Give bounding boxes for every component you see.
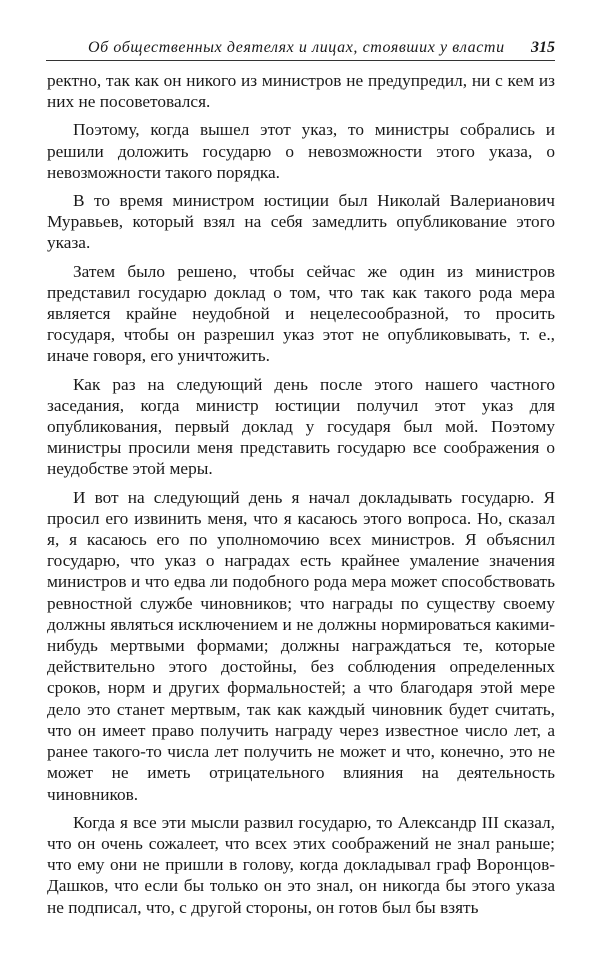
paragraph-7: Когда я все эти мысли развил государю, то Александр III сказал, что он очень сожалеет, что всех этих соображений не знал раньше; что ему они не пришли в голову, когда докладывал граф Воронцов-Дашков, что если бы только он это знал, он никогда бы этого указа не подписал, что, с другой стороны, он готов был бы взять [47, 812, 555, 917]
running-header-title: Об общественных деятелях и лицах, стоявших у власти [88, 39, 505, 56]
paragraph-3: В то время министром юстиции был Николай Валерианович Муравьев, который взял на себя замедлить опубликование этого указа. [47, 191, 555, 253]
running-header [46, 38, 555, 61]
paragraph-6: И вот на следующий день я начал докладывать государю. Я просил его извинить меня, что я касаюсь этого вопроса. Но, сказал я, я касаюсь его по уполномочию всех министров. Я объяснил государю, что указ о наградах есть крайнее умаление значения министров и что едва ли подобного рода мера может способствовать ревностной службе чиновников; что награды по существу своему должны являться исключением и не должны нормироваться какими-нибудь мертвыми формами; должны награждаться те, которые действительно этого достойны, без соблюдения определенных сроков, норм и других формальностей; а что благодаря этой мере дело это станет мертвым, так как каждый чиновник будет считать, что он имеет право получить награду через известное число лет, а ранее такого-то числа лет получить не может и что, конечно, это не может не иметь отрицательного влияния на деятельность чиновников. [47, 487, 555, 804]
paragraph-5: Как раз на следующий день после этого нашего частного заседания, когда министр юстиции получил этот указ для опубликования, первый доклад у государя был мой. Поэтому министры просили меня представить государю все соображения о неудобстве этой меры. [47, 374, 555, 479]
paragraph-1: ректно, так как он никого из министров не предупредил, ни с кем из них не посоветовался. [47, 71, 555, 112]
paragraph-4: Затем было решено, чтобы сейчас же один из министров представил государю доклад о том, что так как такого рода мера является крайне неудобной и нецелесообразной, то просить государя, чтобы он разрешил указ этот не опубликовывать, т. е., иначе говоря, его уничтожить. [47, 261, 555, 366]
page-number: 315 [531, 39, 555, 56]
paragraph-2: Поэтому, когда вышел этот указ, то министры собрались и решили доложить государю о невозможности этого указа, о невозможности такого порядка. [47, 120, 555, 182]
body-text [47, 70, 555, 925]
